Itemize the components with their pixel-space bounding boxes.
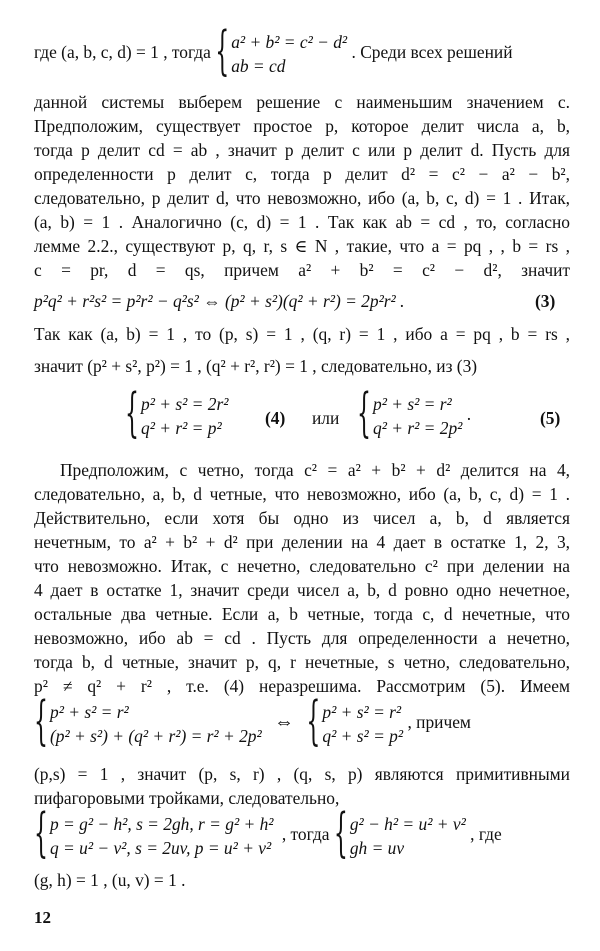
system-top: { a² + b² = c² − d² ab = cd (215, 22, 348, 83)
system-4-eq1: p² + s² = 2r² (141, 394, 229, 414)
system-4: { p² + s² = 2r² q² + r² = p² (125, 384, 229, 445)
text-line: лемме 2.2., существуют p, q, r, s ∈ N , такие, что a = pq , , b = rs , (34, 236, 570, 256)
text-line: Так как (a, b) = 1 , то (p, s) = 1 , (q, r) = 1 , ибо a = pq , b = rs , (34, 324, 570, 344)
system-4-label: (4) (265, 408, 286, 428)
parametrization-right-eq2: gh = uv (349, 838, 405, 858)
system-5: { p² + s² = r² q² + r² = 2p² . (357, 384, 472, 445)
text-line: значит (p² + s², p²) = 1 , (q² + r², r²) = 1 , следовательно, из (3) (34, 356, 478, 376)
equivalence-right-eq2: q² + s² = p² (322, 726, 404, 746)
text-line: (a, b) = 1 . Аналогично (c, d) = 1 . Так как ab = cd , то, согласно (34, 212, 570, 232)
parametrization-suffix: , где (470, 824, 502, 844)
text-line: (p,s) = 1 , значит (p, s, r) , (q, s, p) являются примитивными (34, 764, 570, 784)
text-line: 4 дает в остатке 1, значит среди чисел a, b, d ровно одно нечетное, (34, 580, 570, 600)
equivalence-right-eq1: p² + s² = r² (322, 702, 402, 722)
paragraph-2 (34, 322, 570, 378)
paragraph-1 (34, 90, 570, 282)
parametrization-right-eq1: g² − h² = u² + v² (349, 814, 466, 834)
equivalence-systems: { p² + s² = r² (p² + s²) + (q² + r²) = r² + 2p² ⇔ { p² + s² = r² q² + s² = p² , причем (34, 692, 471, 753)
equation-3-formula: p²q² + r²s² = p²r² − q²s² ⇔ (p² + s²)(q² + r²) = 2p²r² . (34, 291, 405, 311)
equation-3 (34, 289, 404, 313)
intro-suffix: . Среди всех решений (351, 42, 513, 62)
equivalence-suffix: , причем (407, 712, 471, 732)
system-5-dot: . (466, 404, 472, 424)
parametrization-mid: , тогда (281, 824, 330, 844)
equivalence-left-eq1: p² + s² = r² (50, 702, 129, 722)
system-5-label: (5) (540, 408, 561, 428)
paragraph-4 (34, 762, 570, 810)
paragraph-3 (34, 458, 570, 698)
text-line: c = pr, d = qs, причем a² + b² = c² − d², значит (34, 260, 570, 280)
text-line: тогда p делит cd = ab , значит p делит c или p делит d. Пусть для (34, 140, 570, 160)
text-line: следовательно, p делит d, что невозможно, ибо (a, b, c, d) = 1 . Итак, (34, 188, 570, 208)
text-line: p² ≠ q² + r² , т.е. (4) неразрешима. Рассмотрим (5). Имеем (34, 676, 570, 696)
equivalence-left-eq2: (p² + s²) + (q² + r²) = r² + 2p² (50, 726, 262, 746)
intro-prefix: где (a, b, c, d) = 1 , тогда (34, 42, 211, 62)
system-top-eq1: a² + b² = c² − d² (231, 32, 348, 52)
equivalence-arrow: ⇔ (274, 711, 295, 733)
text-line: следовательно, a, b, d четные, что невозможно, ибо (a, b, c, d) = 1 . (34, 484, 570, 504)
system-top-eq2: ab = cd (231, 56, 286, 76)
text-line: Предположим, c четно, тогда c² = a² + b² + d² делится на 4, (60, 460, 570, 480)
text-line: невозможно, ибо ab = cd . Пусть для определенности a нечетно, (34, 628, 570, 648)
or-word: или (312, 408, 340, 428)
page-number: 12 (34, 908, 51, 927)
system-5-eq2: q² + r² = 2p² (373, 418, 463, 438)
equation-3-label: (3) (535, 291, 556, 311)
system-4-eq2: q² + r² = p² (141, 418, 222, 438)
text-line: что невозможно. Итак, c нечетно, следовательно c² при делении на (34, 556, 570, 576)
parametrization-systems: { p = g² − h², s = 2gh, r = g² + h² q = u² − v², s = 2uv, p = u² + v² , тогда { g² − h² = u² + v² gh = uv , где (34, 804, 502, 865)
text-line: пифагоровыми тройками, следовательно, (34, 788, 340, 808)
text-line: Действительно, если хотя бы одно из чисел a, b, d является (34, 508, 570, 528)
system-5-eq1: p² + s² = r² (373, 394, 452, 414)
text-line: Предположим, существует простое p, которое делит числа a, b, (34, 116, 570, 136)
parametrization-left-eq2: q = u² − v², s = 2uv, p = u² + v² (50, 838, 272, 858)
text-line: нечетным, то a² + b² + d² при делении на 4 дает в остатке 1, 2, 3, (34, 532, 570, 552)
text-line: тогда b, d четные, значит p, q, r нечетные, s четно, следовательно, (34, 652, 570, 672)
text-line: данной системы выберем решение с наименьшим значением c. (34, 92, 570, 112)
parametrization-left-eq1: p = g² − h², s = 2gh, r = g² + h² (50, 814, 274, 834)
intro-line (34, 22, 513, 83)
text-line: остальные два четные. Если a, b четные, тогда c, d нечетные, что (34, 604, 570, 624)
text-line: определенности p делит c, тогда p делит d² = c² − a² − b², (34, 164, 570, 184)
final-line: (g, h) = 1 , (u, v) = 1 . (34, 870, 186, 890)
